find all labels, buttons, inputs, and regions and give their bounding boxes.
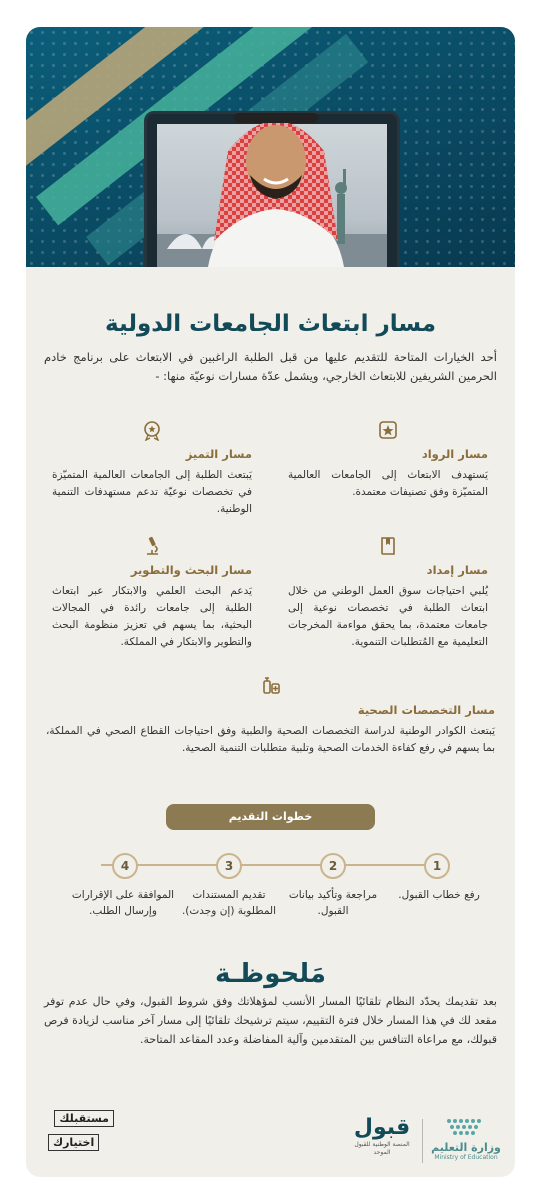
track-desc: يُلبي احتياجات سوق العمل الوطني من خلال ابتعاث الطلبة في تخصصات نوعية إلى جامعات معتمدة، بما يحقق مواءمة المخرجات التعليمية مع المُتطلبات التنموية. [288,585,488,648]
note-body: بعد تقديمك يحدّد النظام تلقائيًا المسار الأنسب لمؤهلاتك وفق شروط القبول، وفي حال عدم توفر مقعد لك في هذا المسار خلال فترة التقييم، سيتم ترشيحك تلقائيًا إلى مسار آخر مناسب لزيادة فرص قبولك، مع مراعاة التنافس بين المتقدمين وآلية المفاضلة وعدد المقاعد المتاحة. [44,995,497,1046]
moe-emblem-icon [443,1117,489,1137]
star-badge-icon [377,419,399,441]
track-pioneers [288,419,488,501]
student-portrait [188,91,364,267]
track-name: مسار البحث والتطوير [130,563,252,577]
infographic-card [26,27,515,1177]
campaign-logo [48,1110,114,1160]
steps-title-pill: خطوات التقديم [166,804,375,830]
qubool-logo [346,1115,418,1157]
track-desc: يَدعم البحث العلمي والابتكار عبر ابتعاث الطلبة إلى جامعات رائدة في المجالات البحثية، بما يسهم في تعزيز منظومة البحث والتطوير والابتكار في المملكة. [52,585,252,648]
step-number: 3 [216,853,242,879]
note-title: مَلحوظـة [215,959,326,989]
campaign-line-1: مستقبلك [54,1110,114,1127]
step-text: تقديم المستندات المطلوبة (إن وجدت). [181,889,277,917]
qubool-subtitle: المنصة الوطنية للقبول الموحد [354,1141,410,1156]
step-number: 1 [424,853,450,879]
ministry-of-education-logo [431,1117,501,1161]
track-name: مسار التخصصات الصحية [357,703,495,717]
moe-name-ar: وزارة التعليم [431,1141,501,1154]
track-health [46,675,495,757]
track-desc: يَبتعث الكوادر الوطنية لدراسة التخصصات الصحية والطبية وفق احتياجات القطاع الصحي في المملكة، بما يسهم في رفع كفاءة الخدمات الصحية وتلبية متطلبات التنمية الصحية. [46,725,495,754]
page-title: مسار ابتعاث الجامعات الدولية [105,311,436,337]
step-number: 4 [112,853,138,879]
moe-name-en: Ministry of Education [434,1154,498,1161]
qubool-wordmark: قبول [353,1115,411,1140]
campaign-line-2: اختيارك [48,1134,99,1151]
track-desc: يَستهدف الابتعاث إلى الجامعات العالمية المتميّزة وفق تصنيفات معتمدة. [288,469,488,498]
book-icon [377,535,399,557]
track-imdad [288,535,488,651]
footer-divider [422,1119,423,1163]
step-text: الموافقة على الإقرارات وإرسال الطلب. [71,889,175,917]
track-research [52,535,252,651]
track-name: مسار التميز [185,447,252,461]
track-excellence [52,419,252,518]
medal-icon [141,419,163,441]
hero-image [26,27,515,267]
microscope-icon [141,535,163,557]
medical-icon [260,675,282,697]
step-text: مراجعة وتأكيد بيانات القبول. [288,889,378,917]
track-name: مسار إمداد [426,563,488,577]
track-name: مسار الرواد [421,447,488,461]
intro-paragraph: أحد الخيارات المتاحة للتقديم عليها من قبل الطلبة الراغبين في الابتعاث على برنامج خادم الحرمين الشريفين للابتعاث الخارجي، ويشمل عدّة مسارات نوعيّة منها: - [44,350,497,383]
step-text: رفع خطاب القبول. [398,889,480,901]
steps-timeline [101,864,441,866]
track-desc: يَبتعث الطلبة إلى الجامعات العالمية المتميّزة في تخصصات نوعيّة تدعم مستهدفات التنمية الوطنية. [52,469,252,515]
step-number: 2 [320,853,346,879]
